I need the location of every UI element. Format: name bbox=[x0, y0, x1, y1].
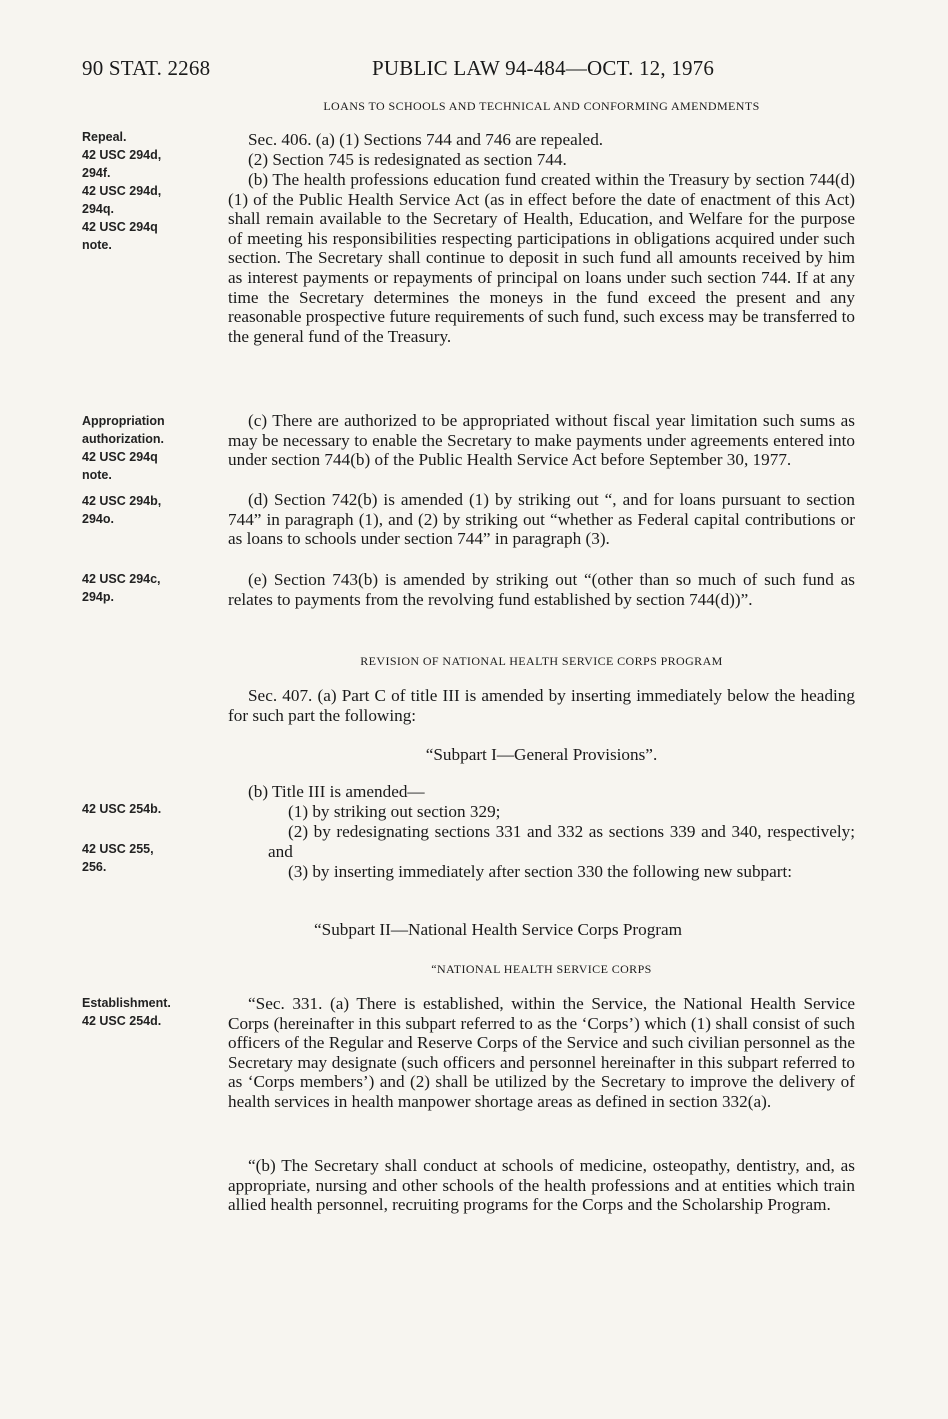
section-heading-revision: REVISION OF NATIONAL HEALTH SERVICE CORPS PROGRAM bbox=[360, 654, 723, 668]
margin-note: 294f. bbox=[82, 166, 111, 180]
statute-page-number: 90 STAT. 2268 bbox=[82, 56, 211, 80]
corps-heading: “NATIONAL HEALTH SERVICE CORPS bbox=[431, 962, 652, 976]
margin-note: 256. bbox=[82, 860, 107, 874]
running-head bbox=[82, 56, 860, 82]
section-406-e: (e) Section 743(b) is amended by striking out “(other than so much of such fund as relates to payments from the revolving fund established by section 744(d))”. bbox=[228, 570, 855, 609]
margin-note: 294o. bbox=[82, 512, 114, 526]
margin-note: 42 USC 294c, bbox=[82, 572, 161, 586]
margin-note-establishment: Establishment. bbox=[82, 996, 171, 1010]
margin-note: 42 USC 255, bbox=[82, 842, 154, 856]
section-407-b1: (1) by striking out section 329; bbox=[288, 802, 501, 821]
section-331-b: “(b) The Secretary shall conduct at schools of medicine, osteopathy, dentistry, and, as appropriate, nursing and other schools of the health professions and at entities which train allied health personnel, recruiting programs for the Corps and the Scholarship Program. bbox=[228, 1156, 855, 1215]
section-406-d: (d) Section 742(b) is amended (1) by striking out “, and for loans pursuant to section 744” in paragraph (1), and (2) by striking out “whether as Federal capital contributions or as loans to schools under section 744” in paragraph (3). bbox=[228, 490, 855, 549]
margin-note: 42 USC 254b. bbox=[82, 802, 162, 816]
section-407-b2: (2) by redesignating sections 331 and 332 as sections 339 and 340, respectively; and bbox=[268, 822, 855, 861]
section-heading-loans: LOANS TO SCHOOLS AND TECHNICAL AND CONFORMING AMENDMENTS bbox=[323, 99, 760, 113]
margin-note: 42 USC 294q bbox=[82, 450, 158, 464]
margin-note: 294p. bbox=[82, 590, 114, 604]
section-406-a2: (2) Section 745 is redesignated as section 744. bbox=[248, 150, 567, 169]
margin-note: 42 USC 294d, bbox=[82, 184, 162, 198]
margin-note: 294q. bbox=[82, 202, 114, 216]
section-407-a: Sec. 407. (a) Part C of title III is amended by inserting immediately below the heading for such part the following: bbox=[228, 686, 855, 725]
margin-note: 42 USC 254d. bbox=[82, 1014, 162, 1028]
margin-note: note. bbox=[82, 238, 112, 252]
subpart-i-heading: “Subpart I—General Provisions”. bbox=[425, 745, 658, 764]
margin-note-repeal: Repeal. bbox=[82, 130, 127, 144]
section-407-b3: (3) by inserting immediately after section 330 the following new subpart: bbox=[288, 862, 793, 881]
section-406-b: (b) The health professions education fund created within the Treasury by section 744(d) (1) of the Public Health Service Act (as in effect before the date of enactment of this Act) shall remain available to the Secretary of Health, Education, and Welfare for the purpose of meeting his responsibilities respecting participations in obligations acquired under such section. The Secretary shall continue to deposit in such fund all amounts received by him as interest payments or repayments of principal on loans under such section 744. If at any time the Secretary determines the moneys in the fund exceed the present and any reasonable prospective future requirements of such fund, such excess may be transferred to the general fund of the Treasury. bbox=[228, 170, 855, 346]
margin-note: note. bbox=[82, 468, 112, 482]
section-406-a1: Sec. 406. (a) (1) Sections 744 and 746 are repealed. bbox=[248, 130, 604, 149]
public-law-title: PUBLIC LAW 94-484—OCT. 12, 1976 bbox=[372, 56, 715, 80]
margin-note: 42 USC 294q bbox=[82, 220, 158, 234]
margin-note: 42 USC 294d, bbox=[82, 148, 162, 162]
margin-note: 42 USC 294b, bbox=[82, 494, 162, 508]
margin-note-appropriation: Appropriation bbox=[82, 414, 165, 428]
subpart-ii-heading: “Subpart II—National Health Service Corps Program bbox=[314, 920, 683, 939]
section-406-c: (c) There are authorized to be appropriated without fiscal year limitation such sums as may be necessary to enable the Secretary to make payments under agreements entered into under section 744(b) of the Public Health Service Act before September 30, 1977. bbox=[228, 411, 855, 470]
margin-note-authorization: authorization. bbox=[82, 432, 164, 446]
section-331-a: “Sec. 331. (a) There is established, within the Service, the National Health Service Corps (hereinafter in this subpart referred to as the ‘Corps’) which (1) shall consist of such officers of the Regular and Reserve Corps of the Service and such civilian personnel as the Secretary may designate (such officers and personnel hereinafter in this subpart referred to as ‘Corps members’) and (2) shall be utilized by the Secretary to improve the delivery of health services in health manpower shortage areas as defined in section 332(a). bbox=[228, 994, 855, 1111]
section-407-b: (b) Title III is amended— bbox=[248, 782, 425, 801]
